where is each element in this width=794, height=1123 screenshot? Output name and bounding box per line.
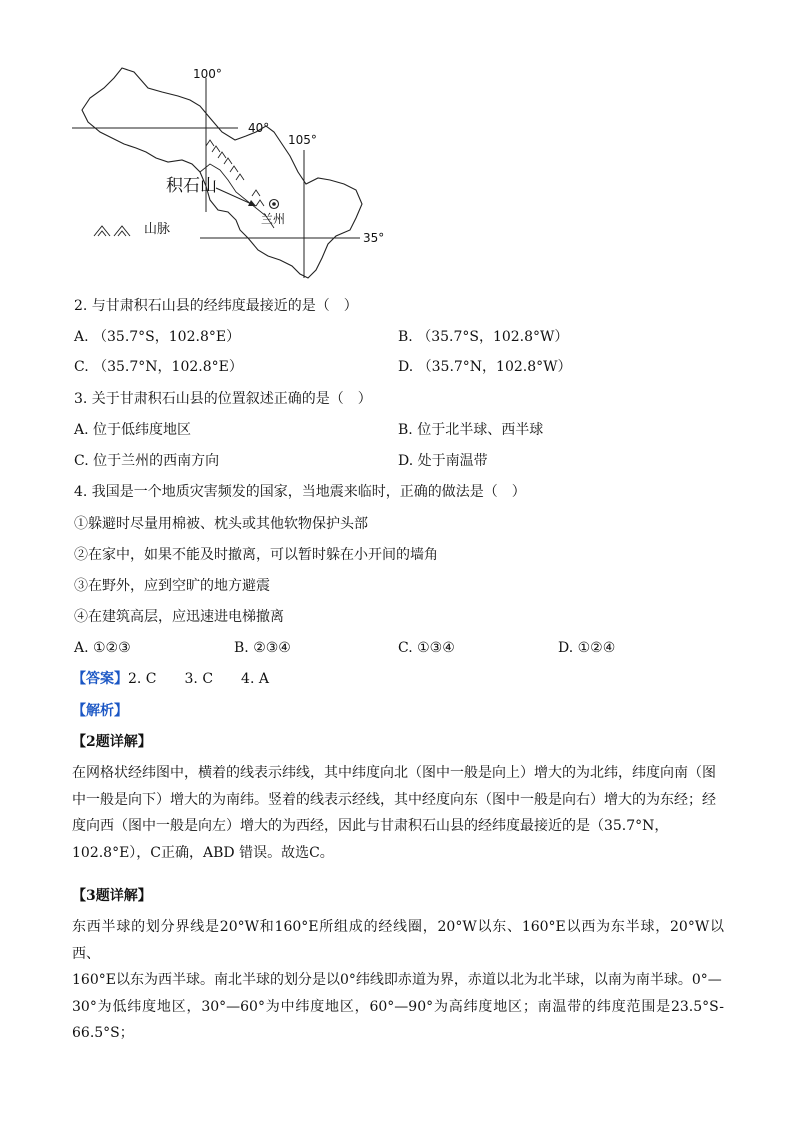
q4-statement-1: ①躲避时尽量用棉被、枕头或其他软物保护头部 — [74, 516, 368, 532]
answer-text: 2. C 3. C 4. A — [128, 671, 269, 687]
q2-option-b: B. （35.7°S，102.8°W） — [398, 329, 569, 345]
q2-detail-line-3: 度向西（图中一般是向左）增大的为西经，因此与甘肃积石山县的经纬度最接近的是（35.7°N， — [72, 818, 669, 834]
q4-statement-3: ③在野外，应到空旷的地方避震 — [74, 578, 270, 594]
q3-detail-paragraph — [72, 914, 724, 1047]
lon-100-label: 100° — [193, 67, 222, 81]
answer-label: 【答案】 — [72, 671, 128, 687]
q2-detail-line-2: 中一般是向下）增大的为南纬。竖着的线表示经线，其中经度向东（图中一般是向右）增大的为东经；经 — [72, 791, 716, 808]
q2-detail-paragraph — [72, 760, 724, 866]
q2-detail-heading: 【2题详解】 — [72, 734, 152, 750]
mountain-legend-icon — [94, 226, 130, 236]
q4-option-b: B. ②③④ — [234, 640, 291, 656]
analysis-label: 【解析】 — [72, 703, 128, 719]
q4-option-d: D. ①②④ — [558, 640, 616, 656]
gansu-map-figure — [60, 60, 400, 285]
lat-40-label: 40° — [248, 121, 270, 135]
q3-detail-line-2: 160°E以东为西半球。南北半球的划分是以0°纬线即赤道为界，赤道以北为北半球，以南为南半球。0°— — [72, 972, 722, 988]
q4-statement-2: ②在家中，如果不能及时撤离，可以暂时躲在小开间的墙角 — [74, 547, 438, 563]
q4-option-c: C. ①③④ — [398, 640, 455, 656]
q3-option-c: C. 位于兰州的西南方向 — [74, 453, 220, 469]
q3-detail-line-3: 30°为低纬度地区，30°—60°为中纬度地区，60°—90°为高纬度地区；南温带的纬度范围是23.5°S-66.5°S； — [72, 998, 724, 1041]
q4-stem: 4. 我国是一个地质灾害频发的国家，当地震来临时，正确的做法是（ ） — [74, 484, 526, 500]
q2-detail-line-4: 102.8°E），C正确，ABD 错误。故选C。 — [72, 844, 334, 861]
lon-105-label: 105° — [288, 133, 317, 147]
answer-line — [72, 669, 269, 689]
q4-option-a: A. ①②③ — [74, 640, 131, 656]
q3-stem: 3. 关于甘肃积石山县的位置叙述正确的是（ ） — [74, 391, 372, 407]
q2-option-a: A. （35.7°S，102.8°E） — [74, 329, 241, 345]
lanzhou-label: 兰州 — [261, 212, 286, 226]
q2-option-d: D. （35.7°N，102.8°W） — [398, 359, 572, 375]
lat-35-label: 35° — [363, 231, 385, 245]
q3-option-a: A. 位于低纬度地区 — [74, 422, 192, 438]
q3-option-d: D. 处于南温带 — [398, 453, 488, 469]
q2-detail-line-1: 在网格状经纬图中，横着的线表示纬线，其中纬度向北（图中一般是向上）增大的为北纬，纬度向南（图 — [72, 765, 716, 781]
q2-stem: 2. 与甘肃积石山县的经纬度最接近的是（ ） — [74, 298, 358, 314]
q3-option-b: B. 位于北半球、西半球 — [398, 422, 544, 438]
jishishan-label: 积石山 — [166, 176, 217, 196]
q3-detail-line-1: 东西半球的划分界线是20°W和160°E所组成的经线圈，20°W以东、160°E以西为东半球，20°W以西、 — [72, 919, 724, 962]
q2-option-c: C. （35.7°N，102.8°E） — [74, 359, 243, 375]
mountain-legend-label: 山脉 — [144, 222, 171, 237]
q3-detail-heading: 【3题详解】 — [72, 888, 152, 904]
q4-statement-4: ④在建筑高层，应迅速进电梯撤离 — [74, 609, 284, 625]
